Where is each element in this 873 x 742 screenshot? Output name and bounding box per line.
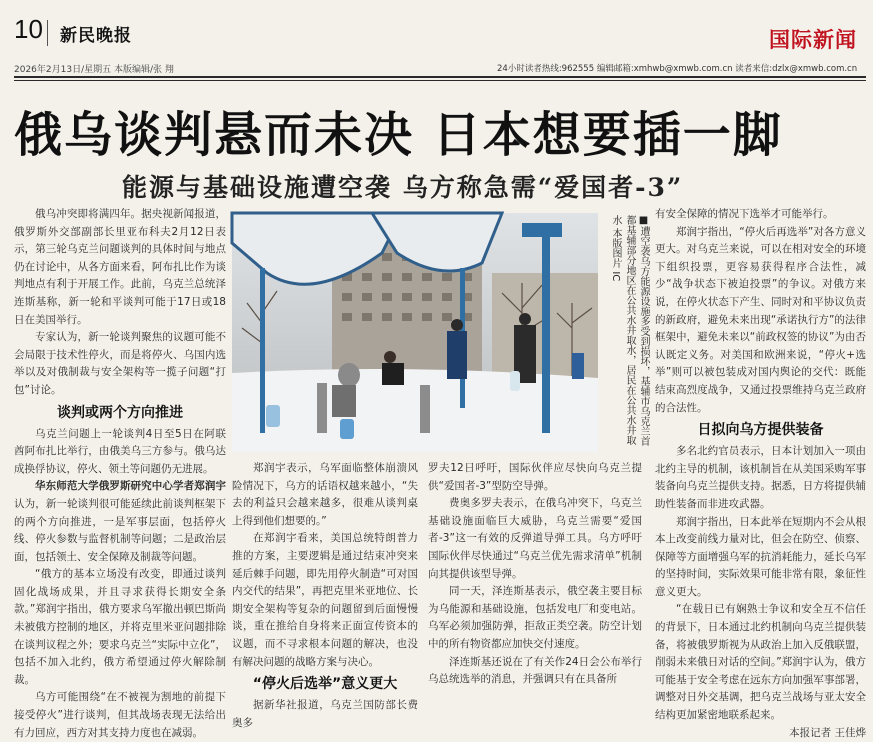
paragraph: 泽连斯基还说在了有关作24日会公布举行乌总统选举的消息，并强调只有在具备所 (428, 655, 642, 686)
paragraph: 郑润宇指出，“停火后再选举”对各方意义更大。对乌克兰来说，可以在相对安全的环境下组织投票，更容易获得程序合法性，减少“战争状态下被迫投票”的争议。对俄方来说，在停火状态下产生、同时对和平协议负责的新政府，避免未来出现“承诺执行方”的法律框架中，避免未来以“前政权签的协议”为由否认既定义务。对美国和欧洲来说，“停火+选举”则可以被包装成对国内舆论的交代：既能结束高烈度战争，又通过投票维持乌克兰政府的合法性。 (655, 225, 866, 414)
header-rule-thin (14, 80, 866, 81)
paragraph: 在郑润宇看来，美国总统特朗普力推的方案，主要逻辑是通过结束冲突来延后棘手问题，即先用停火制造“可对国内交代的结果”，再把克里米亚地位、长期安全架构等复杂的问题留到后面慢慢谈，重在推给自身将来正面宣传资本的议题，而不寻求根本问题的解决，也没有解决问题的战略方案与决心。 (232, 532, 418, 668)
photo-caption: ■遭空袭乌方能源设施多受到损坏，基辅市乌克兰首都基辅部分地区在公共水井取水，居民在公共水井取水 本版图片 IC (610, 215, 649, 446)
paragraph: 专家认为，新一轮谈判聚焦的议题可能不会局限于技术性停火，而是将停火、乌国内选举以及对俄制裁与安全架构等一揽子问题“打包”讨论。 (14, 331, 226, 396)
expert-name: 华东师范大学俄罗斯研究中心学者郑润宇 (35, 480, 226, 493)
date-line: 2026年2月13日/星期五 本版编辑/张 翔 (14, 65, 174, 75)
article-column-3 (428, 460, 642, 686)
paragraph: 俄乌冲突即将满四年。据央视新闻报道，俄罗斯外交部副部长里亚布科夫2月12日表示，第三轮乌克兰问题谈判的具体时间与地点仍在讨论中，从各方面来看，阿布扎比作为谈判地点有利于开展工作。此前，乌克兰总统泽连斯基称，新一轮和平谈判可能于17日或18日在美国举行。 (14, 208, 226, 326)
paragraph: 有安全保障的情况下选举才可能举行。 (655, 208, 834, 220)
paragraph: 郑润宇表示，乌军面临整体崩溃风险情况下，乌方的话语权越来越小，“失去的利益只会越来越多，很难从谈判桌上得到他们想要的。” (232, 462, 418, 527)
headline: 俄乌谈判悬而未决 日本想要插一脚 (14, 107, 783, 163)
paragraph: 费奥多罗夫表示，在俄乌冲突下，乌克兰基础设施面临巨大威胁，乌克兰需要“爱国者-3”这一有效的反弹道导弹工具。乌方呼吁国际伙伴尽快通过“乌克兰优先需求清单”机制向其提供该型导弹。 (428, 497, 642, 580)
photo-illustration (232, 213, 598, 452)
paragraph (14, 478, 226, 566)
paragraph: “俄方的基本立场没有改变，即通过谈判固化战场成果，并且寻求获得长期安全条款。”郑润宇指出，俄方要求乌军撤出顿巴斯尚未被俄方控制的地区，并将克里米亚问题排除在谈判议程之外；要求乌克兰“实际中立化”，包括不加入北约，俄方希望通过停火解除制裁。 (14, 568, 226, 686)
paragraph: “在载日已有娴熟士争议和安全互不信任的背景下，日本通过北约机制向乌克兰提供装备，将被俄罗斯视为从政治上加入反俄联盟，削弱未来俄日对话的空间。”郑润宇认为，俄方可能基于安全考虑在远东方向加强军事部署，调整对日外交基调，把乌克兰战场与亚太安全结构更加紧密地联系起来。 (655, 603, 866, 722)
subheadline: 能源与基础设施遭空袭 乌方称急需“爱国者-3” (122, 173, 684, 202)
byline: 本报记者 王佳烨 (789, 726, 866, 739)
paper-name: 新民晚报 (60, 26, 132, 46)
paragraph: 同一天，泽连斯基表示，俄空袭主要目标为乌能源和基础设施，包括发电厂和变电站。乌军必须加强防弹，拒敌正类空袭。防空计划中的所有物资都应加快交付速度。 (428, 585, 642, 650)
article-column-4 (655, 206, 866, 739)
header-rule (14, 76, 866, 78)
article-column-2 (232, 460, 418, 729)
page-number: 10 (14, 14, 43, 44)
section-heading: 谈判或两个方向推进 (57, 404, 183, 421)
paragraph: 据新华社报道，乌克兰国防部长费奥多 (232, 699, 418, 729)
paragraph: 多名北约官员表示，日本计划加入一项由北约主导的机制，该机制旨在从美国采购军事装备向乌克兰提供支持。据悉，日方将提供辅助性装备而非进攻武器。 (655, 445, 866, 510)
masthead-divider (47, 20, 48, 46)
paragraph: 郑润宇指出，日本此举在短期内不会从根本上改变前线力量对比，但会在防空、侦察、保障等方面增强乌军的抗消耗能力，延长乌军的坚持时间，实际效果可能非常有限，象征性意义更大。 (655, 515, 866, 598)
section-title: 国际新闻 (769, 28, 857, 52)
section-heading: 日拟向乌方提供装备 (697, 422, 824, 439)
news-photo (232, 213, 598, 452)
paragraph-body: 认为，新一轮谈判很可能延续此前谈判框架下的两个方向推进，一是军事层面，包括停火线、停火参数与监督机制等问题；二是政治层面，包括领土、安全保障及制裁等问题。 (14, 497, 226, 563)
hotline-line: 24小时读者热线:962555 编辑邮箱:xmhwb@xmwb.com.cn 读者来信:dzlx@xmwb.com.cn (497, 64, 858, 74)
paragraph: 乌克兰问题上一轮谈判4日至5日在阿联酋阿布扎比举行，由俄美乌三方参与。俄乌达成换俘协议，停火、领土等问题仍无进展。 (14, 427, 226, 475)
paragraph: 罗夫12日呼吁，国际伙伴应尽快向乌克兰提供“爱国者-3”型防空导弹。 (428, 462, 642, 492)
paragraph: 乌方可能围绕“在不被视为割地的前提下接受停火”进行谈判，但其战场表现无法给出有力回应，西方对其支持力度也在减弱。 (14, 691, 226, 739)
article-column-1 (14, 206, 226, 739)
masthead (0, 0, 873, 58)
section-heading: “停火后选举”意义更大 (252, 676, 398, 693)
